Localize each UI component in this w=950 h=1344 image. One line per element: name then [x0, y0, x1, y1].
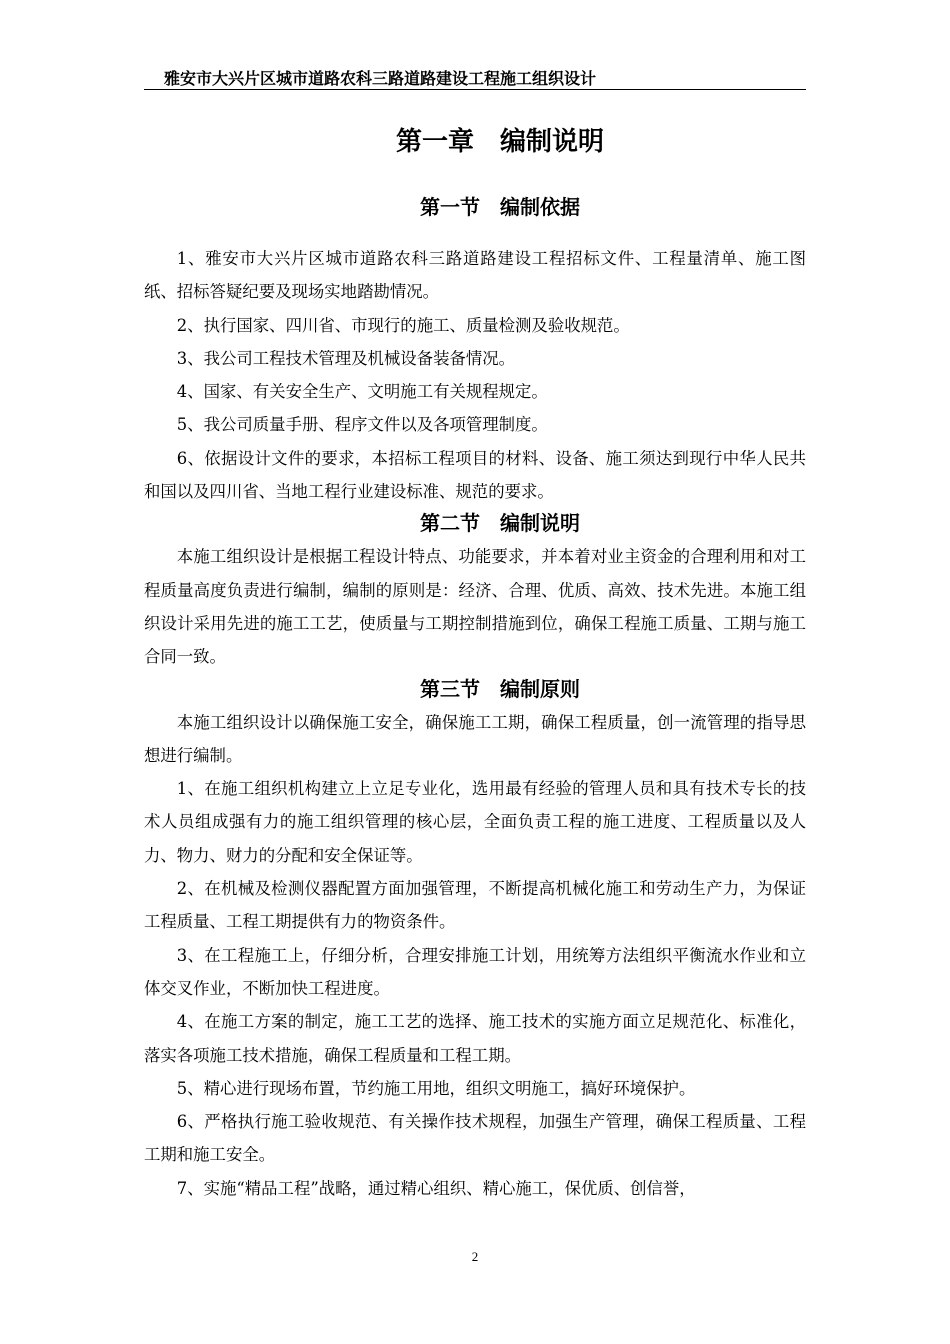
paragraph: 4、国家、有关安全生产、文明施工有关规程规定。 — [176, 382, 548, 402]
chapter-title: 第一章 编制说明 — [395, 127, 604, 157]
paragraph: 1、雅安市大兴片区城市道路农科三路道路建设工程招标文件、工程量清单、施工图纸、招标答疑纪要及现场实地踏勘情况。 — [144, 249, 806, 302]
document-header-title: 雅安市大兴片区城市道路农科三路道路建设工程施工组织设计 — [164, 69, 597, 88]
paragraph: 1、在施工组织机构建立上立足专业化，选用最有经验的管理人员和具有技术专长的技术人员组成强有力的施工组织管理的核心层，全面负责工程的施工进度、工程质量以及人力、物力、财力的分配和安全保证等。 — [144, 779, 806, 865]
paragraph: 2、在机械及检测仪器配置方面加强管理，不断提高机械化施工和劳动生产力，为保证工程质量、工程工期提供有力的物资条件。 — [144, 879, 806, 932]
paragraph: 6、严格执行施工验收规范、有关操作技术规程，加强生产管理，确保工程质量、工程工期和施工安全。 — [144, 1112, 806, 1165]
paragraph: 3、在工程施工上，仔细分析，合理安排施工计划，用统筹方法组织平衡流水作业和立体交叉作业，不断加快工程进度。 — [144, 945, 806, 998]
paragraph: 本施工组织设计是根据工程设计特点、功能要求，并本着对业主资金的合理利用和对工程质量高度负责进行编制，编制的原则是：经济、合理、优质、高效、技术先进。本施工组织设计采用先进的施工工艺，使质量与工期控制措施到位，确保工程施工质量、工期与施工合同一致。 — [144, 547, 806, 667]
paragraph: 3、我公司工程技术管理及机械设备装备情况。 — [176, 348, 516, 368]
section-explanation — [144, 506, 806, 673]
paragraph: 5、我公司质量手册、程序文件以及各项管理制度。 — [176, 415, 548, 435]
paragraph: 2、执行国家、四川省、市现行的施工、质量检测及验收规范。 — [176, 315, 630, 335]
page-number: 2 — [471, 1249, 479, 1264]
section-title: 第一节 编制依据 — [420, 195, 580, 219]
paragraph: 本施工组织设计以确保施工安全，确保施工工期，确保工程质量，创一流管理的指导思想进行编制。 — [144, 712, 806, 765]
paragraph: 6、依据设计文件的要求，本招标工程项目的材料、设备、施工须达到现行中华人民共和国以及四川省、当地工程行业建设标准、规范的要求。 — [144, 448, 806, 502]
section-title: 第二节 编制说明 — [420, 511, 580, 536]
section-title: 第三节 编制原则 — [420, 676, 580, 701]
paragraph: 5、精心进行现场布置，节约施工用地，组织文明施工，搞好环境保护。 — [176, 1078, 696, 1098]
section-principles — [144, 672, 806, 1205]
section-basis — [144, 190, 806, 508]
paragraph: 7、实施“精品工程”战略，通过精心组织、精心施工，保优质、创信誉， — [176, 1178, 696, 1198]
paragraph: 4、在施工方案的制定，施工工艺的选择、施工技术的实施方面立足规范化、标准化，落实各项施工技术措施，确保工程质量和工程工期。 — [144, 1012, 806, 1065]
page-header — [144, 62, 806, 90]
document-body — [144, 110, 806, 1205]
